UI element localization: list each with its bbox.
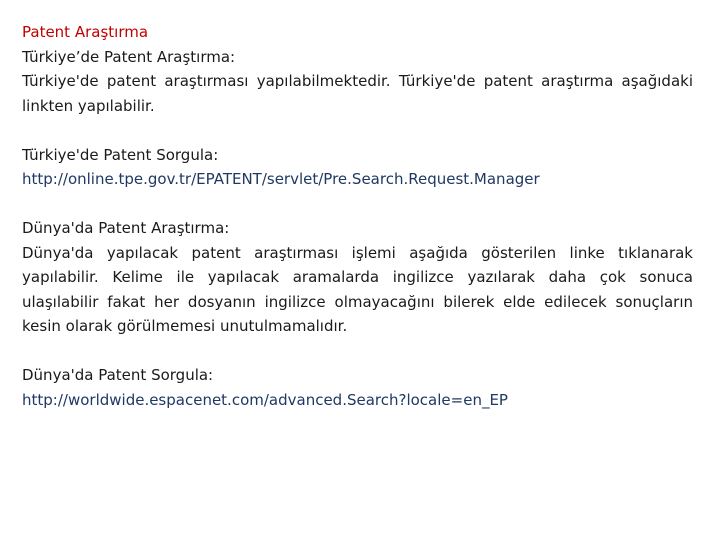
turkey-heading: Türkiye’de Patent Araştırma: (22, 47, 236, 66)
world-query-link[interactable]: http://worldwide.espacenet.com/advanced.Search?locale=en_EP (22, 390, 508, 409)
document-body (22, 20, 693, 412)
world-paragraph: Dünya'da yapılacak patent araştırması işlemi aşağıda gösterilen linke tıklanarak yapılabilir. Kelime ile yapılacak aramalarda ingilizce yazılarak daha çok sonuca ulaşılabilir fakat her dosyanın ingilizce olmayacağını bilerek elde edilecek sonuçların kesin olarak görülmemesi unutulmamalıdır. (22, 243, 693, 335)
world-heading: Dünya'da Patent Araştırma: (22, 219, 230, 237)
turkey-query-link[interactable]: http://online.tpe.gov.tr/EPATENT/servlet/Pre.Search.Request.Manager (22, 170, 540, 188)
spacer (22, 339, 693, 364)
document-title: Patent Araştırma (22, 23, 149, 41)
spacer (22, 118, 693, 143)
turkey-paragraph: Türkiye'de patent araştırması yapılabilmektedir. Türkiye'de patent araştırma aşağıdaki linkten yapılabilir. (22, 72, 693, 115)
world-query-label: Dünya'da Patent Sorgula: (22, 366, 214, 384)
turkey-query-label: Türkiye'de Patent Sorgula: (22, 145, 219, 164)
spacer (22, 192, 693, 217)
